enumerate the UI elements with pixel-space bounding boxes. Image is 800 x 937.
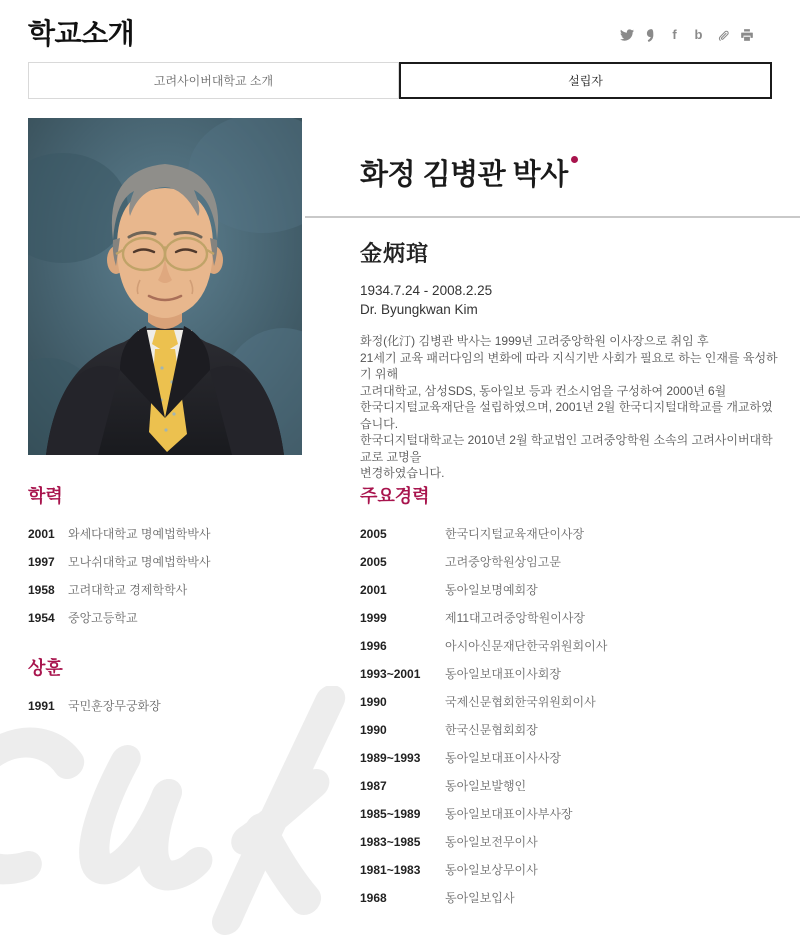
founder-name-text: 화정 김병관 박사 — [360, 159, 568, 191]
education-row — [28, 528, 360, 540]
career-column — [360, 482, 772, 920]
bio-line: 한국디지털대학교는 2010년 2월 학교법인 고려중앙학원 소속의 고려사이버대학교로 교명을 — [360, 433, 773, 464]
education-year: 1954 — [28, 611, 55, 625]
career-year: 1968 — [360, 891, 387, 905]
education-awards-column — [28, 482, 360, 920]
awards-row — [28, 700, 360, 712]
career-row — [360, 892, 772, 904]
section-tabs — [28, 62, 772, 99]
career-text: 아시아신문재단한국위원회이사 — [445, 639, 608, 653]
founder-english-name: Dr. Byungkwan Kim — [360, 302, 478, 317]
tab-university-intro[interactable]: 고려사이버대학교 소개 — [28, 62, 399, 99]
career-year: 1985~1989 — [360, 807, 421, 821]
founder-bio — [360, 333, 780, 482]
career-year: 1987 — [360, 779, 387, 793]
career-row — [360, 556, 772, 568]
career-row — [360, 696, 772, 708]
print-icon[interactable] — [739, 27, 754, 42]
education-text: 중앙고등학교 — [68, 611, 138, 625]
career-text: 동아일보전무이사 — [445, 835, 538, 849]
bio-line: 변경하였습니다. — [360, 466, 445, 480]
career-text: 동아일보발행인 — [445, 779, 527, 793]
career-text: 한국디지털교육재단이사장 — [445, 527, 585, 541]
career-text: 고려중앙학원상임고문 — [445, 555, 561, 569]
education-heading: 학력 — [28, 486, 63, 506]
career-text: 동아일보입사 — [445, 891, 515, 905]
title-divider — [305, 216, 800, 218]
education-row — [28, 584, 360, 596]
career-text: 동아일보대표이사사장 — [445, 751, 561, 765]
career-row — [360, 836, 772, 848]
career-row — [360, 864, 772, 876]
career-year: 1999 — [360, 611, 387, 625]
career-row — [360, 752, 772, 764]
kakaostory-share-icon[interactable] — [643, 27, 658, 42]
education-text: 모나쉬대학교 명예법학박사 — [68, 555, 211, 569]
career-text: 제11대고려중앙학원이사장 — [445, 611, 585, 625]
bio-line: 21세기 교육 패러다임의 변화에 따라 지식기반 사회가 필요로 하는 인재를 육성하기 위해 — [360, 350, 778, 381]
career-text: 동아일보상무이사 — [445, 863, 538, 877]
career-year: 1993~2001 — [360, 667, 421, 681]
career-year: 1990 — [360, 723, 387, 737]
career-row — [360, 528, 772, 540]
career-heading: 주요경력 — [360, 486, 430, 506]
founder-life-dates: 1934.7.24 - 2008.2.25 — [360, 283, 493, 298]
education-row — [28, 556, 360, 568]
blog-share-icon[interactable]: b — [694, 27, 703, 42]
tab-founder[interactable]: 설립자 — [399, 62, 772, 99]
career-row — [360, 724, 772, 736]
career-text: 국제신문협회한국위원회이사 — [445, 695, 596, 709]
founder-hanja-name: 金炳琯 — [360, 241, 430, 266]
career-year: 1983~1985 — [360, 835, 421, 849]
career-text: 동아일보대표이사회장 — [445, 667, 561, 681]
detail-columns — [28, 482, 772, 920]
education-row — [28, 612, 360, 624]
career-row — [360, 780, 772, 792]
education-text: 와세다대학교 명예법학박사 — [68, 527, 211, 541]
bio-line: 화정(化汀) 김병관 박사는 1999년 고려중앙학원 이사장으로 취임 후 — [360, 334, 709, 348]
copy-url-icon[interactable] — [715, 27, 730, 42]
education-text: 고려대학교 경제학학사 — [68, 583, 188, 597]
career-row — [360, 640, 772, 652]
career-row — [360, 808, 772, 820]
career-year: 2001 — [360, 583, 387, 597]
awards-heading: 상훈 — [28, 658, 63, 678]
awards-text: 국민훈장무궁화장 — [68, 699, 161, 713]
career-year: 2005 — [360, 555, 387, 569]
social-share-bar — [619, 27, 754, 42]
founder-portrait-photo — [28, 118, 302, 455]
career-year: 1989~1993 — [360, 751, 421, 765]
bio-line: 한국디지털교육재단을 설립하였으며, 2001년 2월 한국디지털대학교를 개교하였습니다. — [360, 400, 773, 431]
bio-line: 고려대학교, 삼성SDS, 동아일보 등과 컨소시엄을 구성하여 2000년 6월 — [360, 383, 727, 398]
page-title: 학교소개 — [28, 18, 135, 49]
twitter-share-icon[interactable] — [619, 27, 634, 42]
founder-name-heading — [360, 152, 578, 193]
career-row — [360, 584, 772, 596]
education-year: 1958 — [28, 583, 55, 597]
accent-dot — [571, 156, 578, 163]
career-row — [360, 668, 772, 680]
career-year: 2005 — [360, 527, 387, 541]
facebook-share-icon[interactable]: f — [672, 27, 677, 42]
career-year: 1981~1983 — [360, 863, 421, 877]
career-year: 1996 — [360, 639, 387, 653]
education-year: 2001 — [28, 527, 55, 541]
career-text: 동아일보명예회장 — [445, 583, 538, 597]
career-row — [360, 612, 772, 624]
career-text: 한국신문협회회장 — [445, 723, 538, 737]
career-text: 동아일보대표이사부사장 — [445, 807, 573, 821]
awards-year: 1991 — [28, 699, 55, 713]
career-year: 1990 — [360, 695, 387, 709]
education-year: 1997 — [28, 555, 55, 569]
